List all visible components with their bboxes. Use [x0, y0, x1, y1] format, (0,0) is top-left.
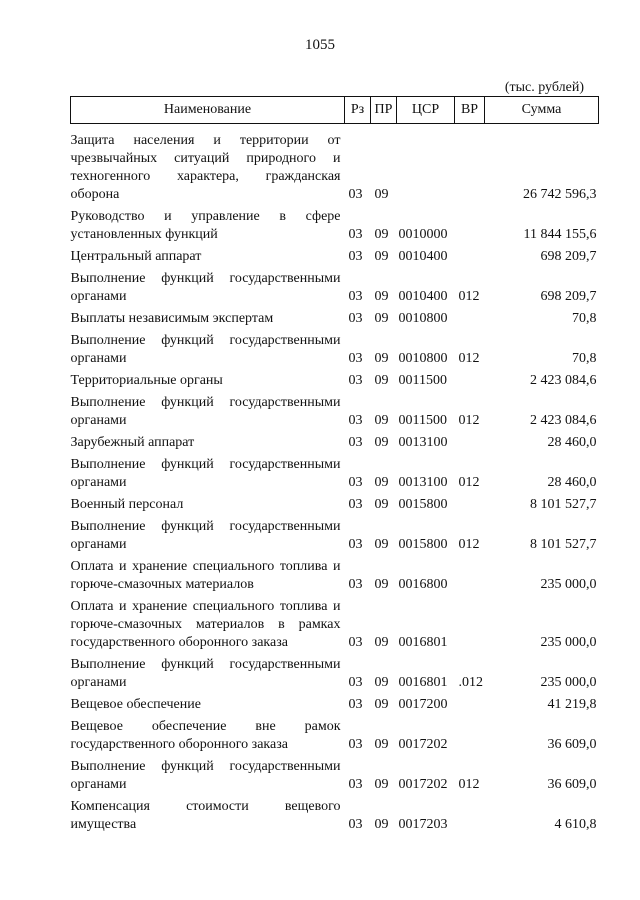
row-csr: 0017202 — [398, 737, 448, 752]
row-name: Вещевое обеспечение вне рамок государственного оборонного заказа — [70, 719, 341, 752]
row-csr: 0017203 — [398, 817, 448, 832]
header-csr: ЦСР — [397, 97, 455, 124]
row-sum: 70,8 — [572, 311, 597, 326]
row-name: Центральный аппарат — [70, 249, 202, 264]
row-name: Выполнение функций государственными органами — [70, 759, 341, 792]
row-sum: 2 423 084,6 — [530, 373, 597, 388]
row-vr — [455, 692, 485, 714]
row-rz: 03 — [348, 635, 363, 650]
row-csr: 0015800 — [398, 497, 448, 512]
table-row — [71, 244, 599, 266]
header-name: Наименование — [71, 97, 345, 124]
row-name: Выполнение функций государственными органами — [70, 333, 341, 366]
table-row — [71, 328, 599, 368]
row-sum: 26 742 596,3 — [523, 187, 597, 202]
row-name: Военный персонал — [70, 497, 184, 512]
row-rz: 03 — [348, 187, 363, 202]
row-rz: 03 — [348, 311, 363, 326]
row-rz: 03 — [348, 817, 363, 832]
row-rz: 03 — [348, 675, 363, 690]
row-pr: 09 — [374, 351, 389, 366]
row-rz: 03 — [348, 537, 363, 552]
row-pr: 09 — [374, 537, 389, 552]
row-rz: 03 — [348, 413, 363, 428]
row-pr: 09 — [374, 777, 389, 792]
row-vr — [455, 306, 485, 328]
row-name: Компенсация стоимости вещевого имущества — [70, 799, 341, 832]
table-row — [71, 714, 599, 754]
row-vr — [455, 368, 485, 390]
row-csr — [397, 124, 455, 205]
row-sum: 235 000,0 — [540, 577, 597, 592]
row-vr — [455, 124, 485, 205]
row-csr: 0010800 — [398, 351, 448, 366]
table-row — [71, 204, 599, 244]
row-rz: 03 — [348, 249, 363, 264]
row-pr: 09 — [374, 577, 389, 592]
row-pr: 09 — [374, 697, 389, 712]
row-csr: 0017202 — [398, 777, 448, 792]
row-rz: 03 — [348, 777, 363, 792]
row-csr: 0010800 — [398, 311, 448, 326]
row-pr: 09 — [374, 435, 389, 450]
row-vr — [455, 554, 485, 594]
row-pr: 09 — [374, 227, 389, 242]
row-name: Оплата и хранение специального топлива и горюче-смазочных материалов в рамках государственного оборонного заказа — [70, 599, 341, 650]
row-rz: 03 — [348, 351, 363, 366]
row-pr: 09 — [374, 675, 389, 690]
row-vr: 012 — [458, 351, 480, 366]
row-csr: 0016801 — [398, 635, 448, 650]
row-pr: 09 — [374, 249, 389, 264]
row-vr: .012 — [458, 675, 483, 690]
row-vr — [455, 204, 485, 244]
table-row — [71, 492, 599, 514]
row-name: Вещевое обеспечение — [70, 697, 201, 712]
row-csr: 0011500 — [398, 413, 447, 428]
table-row — [71, 430, 599, 452]
row-csr: 0011500 — [398, 373, 447, 388]
row-name: Оплата и хранение специального топлива и горюче-смазочных материалов — [70, 559, 341, 592]
header-pr: ПР — [371, 97, 397, 124]
row-rz: 03 — [348, 577, 363, 592]
row-csr: 0015800 — [398, 537, 448, 552]
row-sum: 36 609,0 — [547, 737, 597, 752]
header-sum: Сумма — [485, 97, 599, 124]
row-pr: 09 — [374, 289, 389, 304]
row-vr — [455, 714, 485, 754]
row-pr: 09 — [374, 737, 389, 752]
row-name: Выполнение функций государственными органами — [70, 657, 341, 690]
row-sum: 28 460,0 — [547, 435, 597, 450]
row-name: Защита населения и территории от чрезвычайных ситуаций природного и техногенного характера, гражданская оборона — [70, 133, 341, 202]
row-csr: 0013100 — [398, 435, 448, 450]
row-pr: 09 — [374, 187, 389, 202]
row-name: Территориальные органы — [70, 373, 223, 388]
row-name: Выполнение функций государственными органами — [70, 457, 341, 490]
row-csr: 0016801 — [398, 675, 448, 690]
row-sum: 698 209,7 — [540, 249, 597, 264]
header-vr: ВР — [455, 97, 485, 124]
row-vr — [455, 430, 485, 452]
row-name: Выполнение функций государственными органами — [70, 271, 341, 304]
row-rz: 03 — [348, 497, 363, 512]
header-rz: Рз — [345, 97, 371, 124]
table-row — [71, 124, 599, 205]
table-row — [71, 306, 599, 328]
table-row — [71, 594, 599, 652]
table-row — [71, 692, 599, 714]
row-vr: 012 — [458, 537, 480, 552]
row-name: Руководство и управление в сфере установленных функций — [70, 209, 341, 242]
row-vr: 012 — [458, 475, 480, 490]
table-body — [71, 124, 599, 835]
page-number: 1055 — [305, 37, 335, 53]
row-sum: 4 610,8 — [554, 817, 597, 832]
row-sum: 235 000,0 — [540, 635, 597, 650]
row-sum: 8 101 527,7 — [530, 497, 597, 512]
row-vr — [455, 794, 485, 834]
row-csr: 0010400 — [398, 249, 448, 264]
table-row — [71, 390, 599, 430]
row-rz: 03 — [348, 737, 363, 752]
row-csr: 0013100 — [398, 475, 448, 490]
row-csr: 0010000 — [398, 227, 448, 242]
row-vr — [455, 594, 485, 652]
row-sum: 70,8 — [572, 351, 597, 366]
table-row — [71, 652, 599, 692]
row-pr: 09 — [374, 373, 389, 388]
row-name: Выплаты независимым экспертам — [70, 311, 274, 326]
row-pr: 09 — [374, 817, 389, 832]
row-name: Выполнение функций государственными органами — [70, 395, 341, 428]
row-vr: 012 — [458, 289, 480, 304]
row-pr: 09 — [374, 413, 389, 428]
row-csr: 0017200 — [398, 697, 448, 712]
row-sum: 698 209,7 — [540, 289, 597, 304]
row-name: Выполнение функций государственными органами — [70, 519, 341, 552]
row-pr: 09 — [374, 475, 389, 490]
row-rz: 03 — [348, 697, 363, 712]
table-row — [71, 554, 599, 594]
table-row — [71, 266, 599, 306]
row-sum: 235 000,0 — [540, 675, 597, 690]
row-pr: 09 — [374, 497, 389, 512]
row-vr: 012 — [458, 413, 480, 428]
budget-table — [70, 96, 599, 834]
row-sum: 2 423 084,6 — [530, 413, 597, 428]
row-pr: 09 — [374, 311, 389, 326]
row-name: Зарубежный аппарат — [70, 435, 195, 450]
table-row — [71, 754, 599, 794]
row-sum: 28 460,0 — [547, 475, 597, 490]
row-sum: 8 101 527,7 — [530, 537, 597, 552]
row-sum: 36 609,0 — [547, 777, 597, 792]
table-row — [71, 514, 599, 554]
table-header — [71, 97, 599, 124]
row-sum: 11 844 155,6 — [523, 227, 597, 242]
row-rz: 03 — [348, 475, 363, 490]
table-row — [71, 368, 599, 390]
row-vr: 012 — [458, 777, 480, 792]
row-pr: 09 — [374, 635, 389, 650]
row-csr: 0010400 — [398, 289, 448, 304]
row-rz: 03 — [348, 373, 363, 388]
row-rz: 03 — [348, 435, 363, 450]
table-row — [71, 452, 599, 492]
row-rz: 03 — [348, 227, 363, 242]
row-vr — [455, 244, 485, 266]
row-sum: 41 219,8 — [547, 697, 597, 712]
row-rz: 03 — [348, 289, 363, 304]
row-csr: 0016800 — [398, 577, 448, 592]
row-vr — [455, 492, 485, 514]
units-note: (тыс. рублей) — [504, 80, 584, 95]
table-row — [71, 794, 599, 834]
